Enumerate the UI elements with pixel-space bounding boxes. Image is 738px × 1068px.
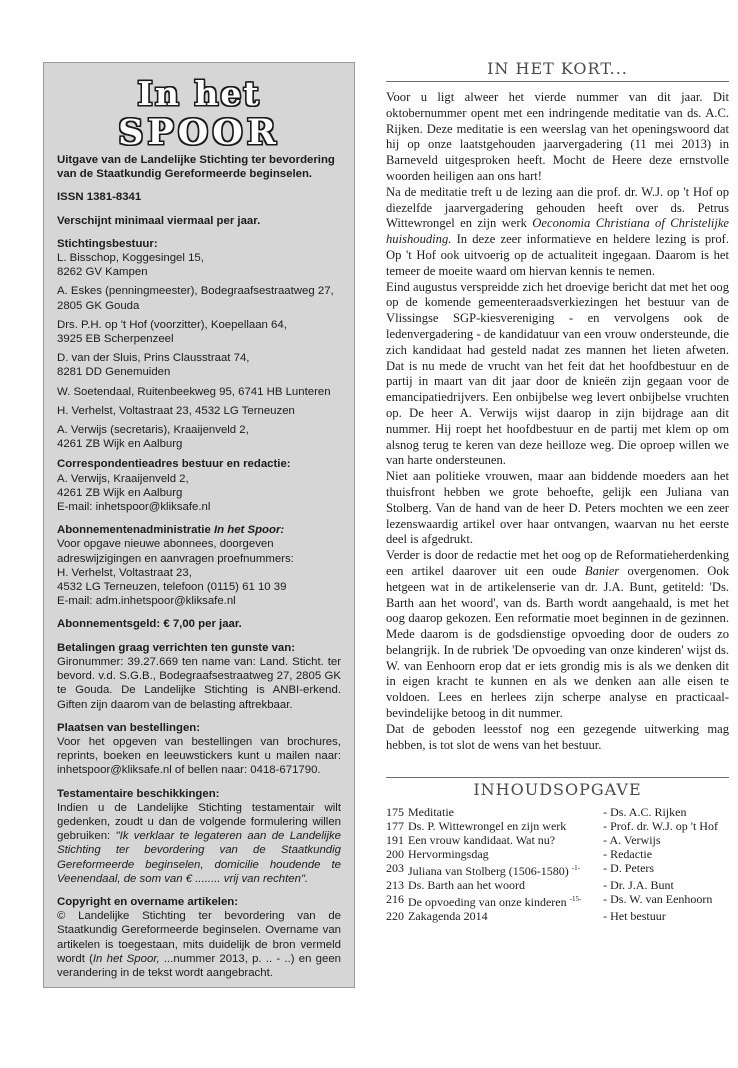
logo-line-1: In het [137, 74, 261, 113]
board-member: Drs. P.H. op 't Hof (voorzitter), Koepellaan 64, 3925 EB Scherpenzeel [57, 318, 287, 346]
copyright-text-c: ...nummer 2013, p. .. - ..) en geen verandering in de tekst wordt aangebracht. [57, 952, 341, 979]
table-of-contents [386, 805, 729, 923]
orders-heading: Plaatsen van bestellingen: [57, 721, 201, 734]
toc-title [408, 805, 597, 819]
toc-author: - Redactie [603, 847, 653, 862]
toc-part-note: -15- [569, 895, 582, 904]
in-het-kort-heading: IN HET KORT... [386, 58, 729, 82]
toc-title-text: Ds. Barth aan het woord [408, 878, 525, 893]
toc-title-text: Zakagenda 2014 [408, 909, 488, 924]
toc-page: 200 [386, 847, 404, 862]
will-text-intro: Indien u de Landelijke Stichting testamentair wilt gedenken, zoudt u dan de volgende formulering willen gebruiken: [57, 801, 341, 843]
board-member: D. van der Sluis, Prins Clausstraat 74, 8281 DD Genemuiden [57, 352, 250, 379]
toc-author: - A. Verwijs [603, 833, 661, 848]
paragraph-text: Verder is door de redactie met het oog op de Reformatieherdenking een artikel daarover uit een oude [386, 548, 729, 578]
paragraph: Voor u ligt alweer het vierde nummer van dit jaar. Dit oktobernummer opent met een indringende meditatie van ds. A.C. Rijken. Deze meditatie is een weerslag van het openingswoord dat hij op onze laatstgehouden jaarvergadering (11 mei 2013) in Barneveld uitgesproken heeft. Mocht de Heere deze ernstvolle woorden heiligen aan ons hart! [386, 90, 729, 183]
toc-title [408, 878, 597, 892]
correspondence-address: A. Verwijs, Kraaijenveld 2, 4261 ZB Wijk en Aalburg E-mail: inhetspoor@kliksafe.nl [57, 472, 211, 514]
paragraph: Niet aan politieke vrouwen, maar aan biddende moeders aan het thuisfront hebben we grote behoefte, gelijk een Juliana van Stolberg. Van de hand van de heer D. Peters mochten we een zeer lezenswaardig artikel over haar ontvangen, waarvan nu het eerste deel is afgedrukt. [386, 469, 729, 547]
board-member: A. Verwijs (secretaris), Kraaijenveld 2, 4261 ZB Wijk en Aalburg [57, 424, 249, 451]
toc-title-text: De opvoeding van onze kinderen [408, 895, 567, 910]
subscription-admin-heading-title: In het Spoor: [213, 524, 285, 537]
board-member: H. Verhelst, Voltastraat 23, 4532 LG Terneuzen [57, 404, 295, 417]
subscription-fee: Abonnementsgeld: € 7,00 per jaar. [57, 618, 242, 631]
toc-row[interactable] [386, 805, 729, 819]
toc-title [408, 892, 597, 909]
toc-author: - Ds. A.C. Rijken [603, 805, 687, 820]
copyright-text-a: © Landelijke Stichting ter bevordering van de Staatkundig Gereformeerde beginselen. Overname van artikelen is toegestaan, mits duidelijk de bron vermeld wordt ( [57, 910, 341, 965]
orders-text: Voor het opgeven van bestellingen van brochures, reprints, boeken en leeuwstickers kunt u mailen naar: inhetspoor@kliksafe.nl of bellen naar: 0418-671790. [57, 735, 341, 777]
will-text [57, 801, 341, 886]
payments-text: Gironummer: 39.27.669 ten name van: Land. Sticht. ter bevord. v.d. S.G.B., Bodegraafsestraatweg 27, 2805 GK te Gouda. De Landelijke Stichting is ANBI-erkend. Giften zijn daarom van de belasting aftrekbaar. [57, 655, 341, 711]
board-list [57, 251, 341, 451]
toc-title-text: Een vrouw kandidaat. Wat nu? [408, 833, 556, 848]
toc-page: 177 [386, 819, 404, 834]
toc-title [408, 819, 597, 833]
toc-page: 213 [386, 878, 404, 893]
toc-row[interactable] [386, 878, 729, 892]
inhoudsopgave-heading: INHOUDSOPGAVE [386, 777, 729, 799]
paragraph: Dat de geboden leesstof nog een gezegende uitwerking mag hebben, is tot slot de wens van het bestuur. [386, 721, 729, 752]
toc-title-text: Hervormingsdag [408, 847, 489, 862]
paragraph-text: Na de meditatie treft u de lezing aan die prof. dr. W.J. op 't Hof op diezelfde jaarvergadering gehouden heeft over ds. Petrus Wittewrongel en zijn werk [386, 184, 729, 231]
toc-row[interactable] [386, 892, 729, 909]
subscription-admin-heading-text: Abonnementenadministratie [57, 524, 214, 537]
correspondence-heading: Correspondentieadres bestuur en redactie: [57, 458, 291, 471]
toc-title [408, 833, 597, 847]
colophon-box [43, 62, 355, 988]
toc-row[interactable] [386, 847, 729, 861]
subscription-admin-heading [57, 523, 341, 537]
toc-row[interactable] [386, 819, 729, 833]
toc-page: 191 [386, 833, 404, 848]
toc-author: - Ds. W. van Eenhoorn [603, 892, 713, 907]
logo-line-2: SPOOR [118, 112, 280, 153]
publisher-intro: Uitgave van de Landelijke Stichting ter bevordering van de Staatkundig Gereformeerde beginselen. [57, 154, 335, 181]
toc-title [408, 861, 597, 878]
toc-title-text: Ds. P. Wittewrongel en zijn werk [408, 819, 567, 834]
toc-title [408, 909, 597, 923]
paragraph [386, 185, 729, 280]
frequency: Verschijnt minimaal viermaal per jaar. [57, 214, 261, 227]
right-column [386, 58, 729, 923]
payments-heading: Betalingen graag verrichten ten gunste van: [57, 641, 295, 654]
toc-author: - Prof. dr. W.J. op 't Hof [603, 819, 718, 834]
toc-title [408, 847, 597, 861]
board-heading: Stichtingsbestuur: [57, 237, 158, 250]
book-title: Oeconomia Christiana of Christelijke huishouding. [386, 216, 729, 247]
toc-row[interactable] [386, 909, 729, 923]
toc-author: - D. Peters [603, 861, 655, 876]
publication-title: Banier [584, 563, 620, 578]
toc-row[interactable] [386, 833, 729, 847]
paragraph-text: In deze zeer informatieve en heldere lezing is prof. Op 't Hof ook uitvoerig op de actualiteit ingegaan. Daarom is het temeer de moeite waard om hiervan kennis te nemen. [386, 232, 729, 278]
issn: ISSN 1381-8341 [57, 191, 142, 204]
toc-row[interactable] [386, 861, 729, 878]
will-text-formula: "Ik verklaar te legateren aan de Landelijke Stichting ter bevordering van de Staatkundig Gereformeerde beginselen, domicilie houdende te Veenendaal, de som van € ........ vrij van rechten". [57, 830, 342, 885]
copyright-heading: Copyright en overname artikelen: [57, 895, 239, 908]
copyright-text [57, 909, 341, 980]
paragraph: Eind augustus verspreidde zich het droevige bericht dat met het oog op de komende gemeenteraadsverkiezingen het bestuur van de Vlissingse SGP-kiesvereniging - en vervolgens ook de ledenvergadering - de kandidatuur van een vrouw ondersteunde, die zich kandidaat had gesteld nadat zes mannen het lieten afweten. Dat is nu mede de vrucht van het feit dat het hoofdbestuur en de partij in maart van dit jaar door de knieën zijn gegaan voor de emancipatiedrijvers. Een onbijbelse weg levert onbijbelse vruchten op. De heer A. Verwijs wijst daarop in zijn bijdrage aan dit nummer. Hij roept het hoofdbestuur en de partij met klem op om alsnog terug te keren van deze heilloze weg. Die oproep willen we van harte ondersteunen. [386, 279, 729, 468]
toc-title-text: Juliana van Stolberg (1506-1580) [408, 864, 569, 879]
toc-page: 175 [386, 805, 404, 820]
board-member: L. Bisschop, Koggesingel 15, 8262 GV Kampen [57, 252, 204, 279]
subscription-admin-text: Voor opgave nieuwe abonnees, doorgeven adreswijzigingen en aanvragen proefnummers: H. Verhelst, Voltastraat 23, 4532 LG Terneuzen, telefoon (0115) 61 10 39 E-mail: adm.inhetspoor@kliksafe.nl [57, 538, 294, 608]
toc-page: 216 [386, 892, 404, 907]
copyright-text-title: In het Spoor, [92, 952, 160, 965]
toc-part-note: -1- [571, 864, 580, 873]
will-heading: Testamentaire beschikkingen: [57, 787, 220, 800]
board-member: A. Eskes (penningmeester), Bodegraafsestraatweg 27, 2805 GK Gouda [57, 285, 334, 312]
toc-author: - Het bestuur [603, 909, 666, 924]
in-het-spoor-logo [57, 75, 341, 153]
toc-title-text: Meditatie [408, 805, 454, 820]
toc-author: - Dr. J.A. Bunt [603, 878, 674, 893]
toc-page: 220 [386, 909, 404, 924]
paragraph [386, 548, 729, 722]
paragraph-text: overgenomen. Ook hetgeen wat in de artikelenserie van dr. J.A. Bunt, getiteld: 'Ds. Barth aan het woord', van ds. Barth wordt aangehaald, is met het oog daarop gekozen. Een reformatie moet beginnen in de gezinnen. Mede daarom is de godsdienstige opvoeding door de ouders zo belangrijk. In de rubriek 'De opvoeding van onze kinderen' wijst ds. W. van Eenhoorn erop dat er iets grondig mis is als we denken dit in eigen kracht te kunnen en als we denken aan alle eisen te voldoen. Lees en herlees zijn scherpe analyse en practicaal-bevindelijke betoog in dit nummer. [386, 563, 729, 721]
toc-page: 203 [386, 861, 404, 876]
board-member: W. Soetendaal, Ruitenbeekweg 95, 6741 HB Lunteren [57, 385, 331, 398]
